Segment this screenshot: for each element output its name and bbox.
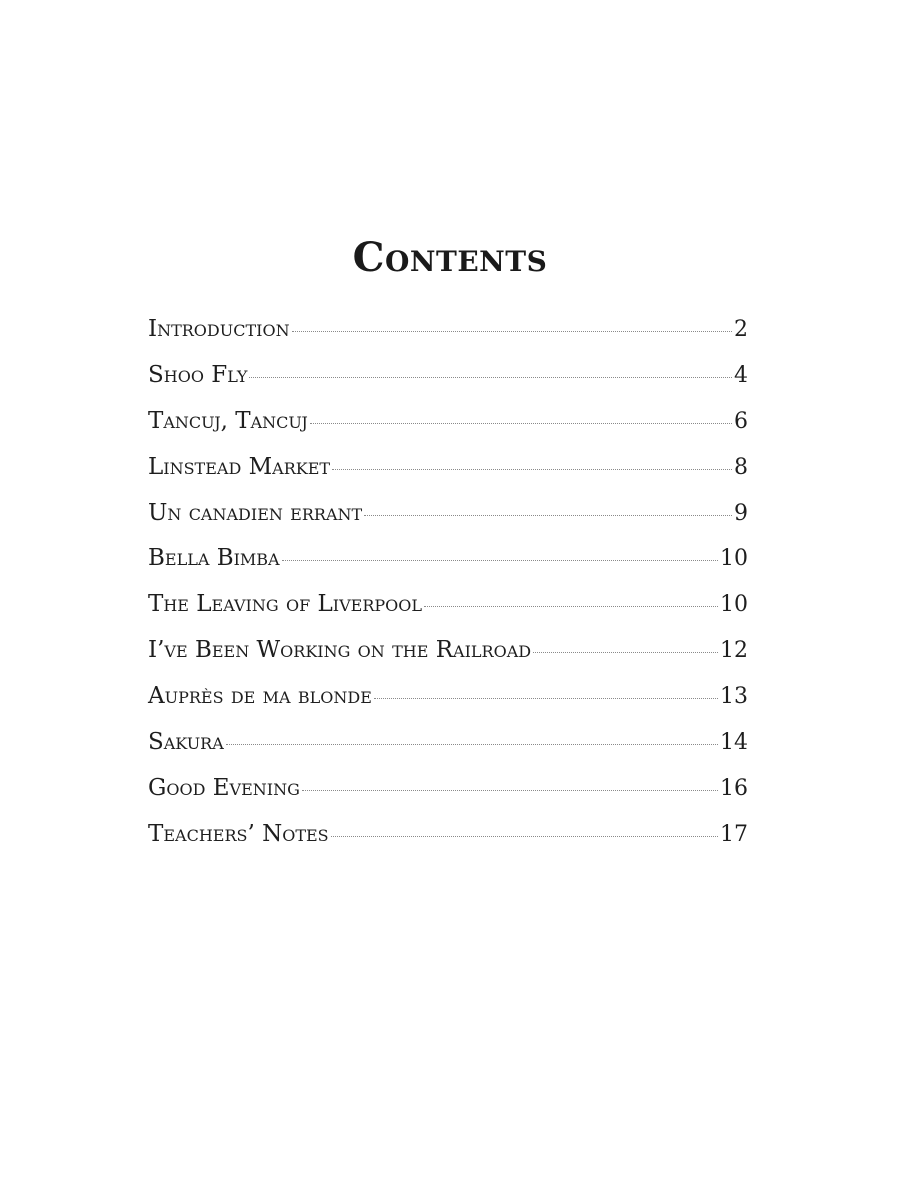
dot-leader	[424, 606, 718, 607]
toc-entry	[148, 816, 748, 862]
toc-entry-page-number: 12	[720, 638, 748, 664]
toc-entry-page-number: 16	[720, 775, 748, 801]
toc-entry-page-number: 4	[734, 362, 748, 388]
page-title: Contents	[352, 234, 548, 281]
toc-entry-page-number: 10	[720, 546, 748, 572]
toc-entry-title: Good Evening	[148, 774, 300, 801]
dot-leader	[332, 469, 732, 470]
toc-entry-title: Auprès de ma blonde	[148, 683, 372, 710]
toc-entry-page-number: 13	[720, 684, 748, 710]
toc-entry-title: I’ve Been Working on the Railroad	[148, 637, 532, 664]
toc-entry-page-number: 14	[720, 730, 748, 756]
dot-leader	[331, 836, 718, 837]
toc-entry-title: The Leaving of Liverpool	[148, 591, 422, 618]
toc-entry-title: Tancuj, Tancuj	[148, 407, 308, 434]
toc-entry	[148, 357, 748, 403]
toc-entry-page-number: 9	[734, 500, 748, 526]
dot-leader	[364, 515, 732, 516]
dot-leader	[310, 423, 732, 424]
toc-entry	[148, 724, 748, 770]
toc-entry-title: Shoo Fly	[148, 361, 248, 388]
toc-entry-page-number: 2	[734, 317, 748, 342]
toc-entry	[148, 403, 748, 449]
toc-entry-title: Teachers’ Notes	[148, 820, 329, 847]
toc-entry-title: Sakura	[148, 729, 224, 756]
dot-leader	[226, 744, 718, 745]
toc-entry	[148, 586, 748, 632]
toc-entry-page-number: 10	[720, 592, 748, 618]
toc-entry-page-number: 6	[734, 408, 748, 434]
toc-entry	[148, 540, 748, 586]
dot-leader	[249, 377, 732, 378]
toc-entry	[148, 449, 748, 495]
toc-entry-title: Introduction	[148, 316, 290, 342]
toc-entry-page-number: 8	[734, 454, 748, 480]
toc-entry	[148, 311, 748, 357]
toc-entry-title: Linstead Market	[148, 453, 331, 480]
toc-entry-title: Un canadien errant	[148, 499, 363, 526]
table-of-contents	[148, 311, 748, 862]
toc-entry	[148, 678, 748, 724]
toc-entry	[148, 495, 748, 541]
dot-leader	[292, 331, 732, 332]
dot-leader	[374, 698, 718, 699]
dot-leader	[282, 560, 718, 561]
toc-entry	[148, 632, 748, 678]
toc-entry	[148, 770, 748, 816]
toc-entry-page-number: 17	[720, 821, 748, 847]
dot-leader	[533, 652, 718, 653]
dot-leader	[302, 790, 718, 791]
toc-entry-title: Bella Bimba	[148, 545, 280, 572]
